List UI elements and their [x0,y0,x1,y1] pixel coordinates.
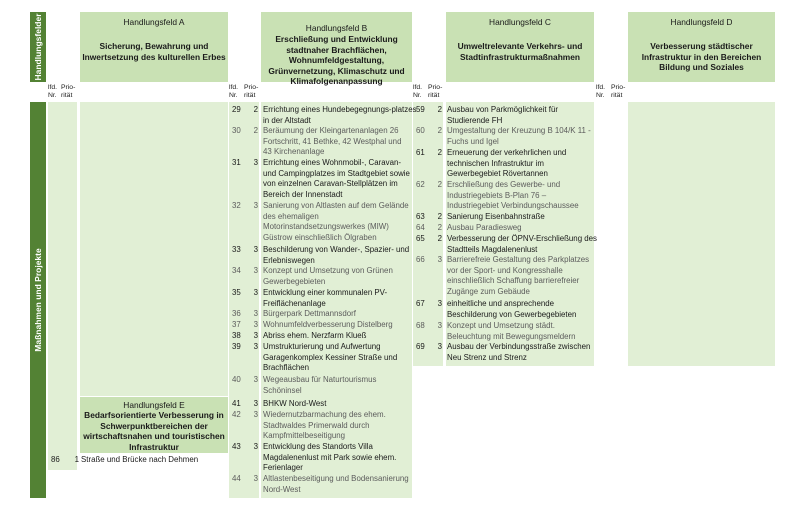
item-priority: 3 [437,255,442,264]
item-text: Sanierung von Altlasten auf dem Gelände des ehemaligen Motorinstandsetzungswerkes (MIW) Güstrow einschließlich Ölgraben [263,201,409,242]
item-priority: 3 [253,266,258,275]
item-priority: 3 [437,299,442,308]
item-text: Entwicklung des Standorts Villa Magdalenenlust mit Park sowie ehem. Ferienlager [263,442,397,472]
item-text: Altlastenbeseitigung und Bodensanierung Nord-West [263,474,409,494]
item-number: 36 [232,309,241,318]
item-number: 63 [416,212,425,221]
item-priority: 2 [437,234,442,243]
subheader-nr-a: lfd. Nr. [48,84,58,99]
item-number: 59 [416,105,425,114]
item-number: 60 [416,126,425,135]
item-text: Sanierung Eisenbahnstraße [447,212,545,221]
item-text: einheitliche und ansprechende Beschilderung von Gewerbegebieten [447,299,577,319]
item-text: Erneuerung der verkehrlichen und technischen Infrastruktur im Gewerbegebiet Rövertannen [447,148,567,178]
item-text: Straße und Brücke nach Dehmen [81,455,199,464]
handlungsfeld-d-header [628,12,775,82]
item-number: 37 [232,320,241,329]
subheader-prio-d: Prio- rität [611,84,626,99]
item-text: Beräumung der Kleingartenanlagen 26 Fortschritt, 41 Bethke, 42 Westphal und 43 Kirchenanlage [263,126,402,156]
item-priority: 1 [74,455,79,464]
item-number: 62 [416,180,425,189]
col-d-bg [628,102,775,366]
item-number: 41 [232,399,241,408]
handlungsfeld-c-header [446,12,594,82]
item-priority: 2 [437,148,442,157]
handlungsfeld-b-title: Handlungsfeld B [305,23,368,33]
item-number: 38 [232,331,241,340]
col-a-bg [80,102,228,396]
item-text: Wohnumfeldverbesserung Distelberg [263,320,393,329]
subheader-nr-c: lfd. Nr. [413,84,423,99]
row-label-massnahmen [30,102,46,498]
handlungsfeld-c-title: Handlungsfeld C [489,17,551,27]
item-priority: 2 [253,105,258,114]
item-text: Wiedernutzbarmachung des ehem. Stadtwaldes Primerwald durch Kampfmittelbeseitigung [263,410,386,440]
item-priority: 2 [437,223,442,232]
item-number: 69 [416,342,425,351]
item-priority: 3 [253,288,258,297]
handlungsfeld-c-desc: Umweltrelevante Verkehrs- und Stadtinfrastrukturmaßnahmen [457,41,583,62]
handlungsfeld-d-title: Handlungsfeld D [670,17,733,27]
item-number: 31 [232,158,241,167]
subheader-prio-a: Prio- rität [61,84,76,99]
item-number: 33 [232,245,241,254]
handlungsfeld-d-desc: Verbesserung städtischer Infrastruktur in den Bereichen Bildung und Soziales [641,41,762,72]
item-text: BHKW Nord-West [263,399,327,408]
subheader-prio-c: Prio- rität [428,84,443,99]
item-text: Entwicklung einer kommunalen PV- Freiflächenanlage [263,288,388,308]
item-text: Errichtung eines Wohnmobil-, Caravan- und Campingplatzes im Stadtgebiet sowie von einzelnen Caravan-Stellplätzen im Bereich der Innenstadt [263,158,410,199]
item-priority: 3 [253,442,258,451]
row-label-handlungsfelder [30,12,46,82]
item-text: Konzept und Umsetzung städt. Beleuchtung mit Bewegungsmeldern [447,321,576,341]
item-priority: 2 [253,126,258,135]
item-number: 29 [232,105,241,114]
item-text: Ausbau der Verbindungsstraße zwischen Neu Strenz und Strenz [447,342,591,362]
row-label-handlungsfelder-text: Handlungsfelder [33,13,43,81]
handlungsfeld-b-header [261,12,412,86]
item-text: Ausbau von Parkmöglichkeit für Studierende FH [447,105,558,125]
item-number: 67 [416,299,425,308]
handlungsfeld-a-header [80,12,228,82]
item-priority: 2 [437,180,442,189]
item-priority: 3 [253,399,258,408]
item-number: 35 [232,288,241,297]
item-number: 39 [232,342,241,351]
item-priority: 3 [437,321,442,330]
item-number: 34 [232,266,241,275]
item-number: 43 [232,442,241,451]
col-a-nr-bg [48,102,77,470]
item-number: 68 [416,321,425,330]
item-number: 86 [51,455,60,464]
item-priority: 3 [253,331,258,340]
item-text: Abriss ehem. Nerzfarm Klueß [263,331,367,340]
item-number: 32 [232,201,241,210]
item-number: 64 [416,223,425,232]
item-number: 30 [232,126,241,135]
item-priority: 3 [253,375,258,384]
item-priority: 2 [437,212,442,221]
item-priority: 2 [437,126,442,135]
item-number: 66 [416,255,425,264]
item-priority: 3 [253,245,258,254]
item-priority: 3 [253,158,258,167]
handlungsfeld-a-title: Handlungsfeld A [123,17,185,27]
subheader-nr-d: lfd. Nr. [596,84,606,99]
item-priority: 3 [253,410,258,419]
subheader-nr-b: lfd. Nr. [229,84,239,99]
item-text: Errichtung eines Hundebegegnungs-platzes in der Altstadt [263,105,417,125]
item-text: Barrierefreie Gestaltung des Parkplatzes vor der Sport- und Kongresshalle einschließlich Schaffung barrierefreier Zugänge zum Gebäude [447,255,590,296]
item-number: 42 [232,410,241,419]
item-priority: 3 [253,201,258,210]
item-text: Umstrukturierung und Aufwertung Garagenkomplex Kessiner Straße und Brachflächen [263,342,398,372]
item-priority: 3 [437,342,442,351]
item-text: Bürgerpark Dettmannsdorf [263,309,356,318]
item-text: Verbesserung der ÖPNV-Erschließung des Stadtteils Magdalenenlust [447,234,597,254]
item-priority: 3 [253,309,258,318]
item-text: Umgestaltung der Kreuzung B 104/K 11 - Fuchs und Igel [447,126,591,146]
item-number: 44 [232,474,241,483]
subheader-prio-b: Prio- rität [244,84,259,99]
item-text: Wegeausbau für Naturtourismus Schöninsel [263,375,377,395]
item-text: Erschließung des Gewerbe- und Industriegebiets B-Plan 76 – Industriegebiet Verbindungschaussee [447,180,579,210]
item-priority: 2 [437,105,442,114]
item-priority: 3 [253,342,258,351]
item-priority: 3 [253,474,258,483]
handlungsfeld-b-desc: Erschließung und Entwicklung stadtnaher Brachflächen, Wohnumfeldgestaltung, Grünvernetzung, Klimaschutz und Klimafolgenanpassung [268,34,405,86]
item-number: 40 [232,375,241,384]
item-text: Beschilderung von Wander-, Spazier- und Erlebniswegen [263,245,410,265]
item-text: Konzept und Umsetzung von Grünen Gewerbegebieten [263,266,393,286]
item-priority: 3 [253,320,258,329]
item-number: 61 [416,148,425,157]
handlungsfeld-e-title: Handlungsfeld E [123,400,185,410]
handlungsfeld-e-header [80,397,228,453]
row-label-massnahmen-text: Maßnahmen und Projekte [33,248,43,352]
item-text: Ausbau Paradiesweg [447,223,522,232]
handlungsfeld-e-desc: Bedarfsorientierte Verbesserung in Schwerpunktbereichen der wirtschaftsnahen und touristischen Infrastruktur [83,410,225,452]
handlungsfeld-a-desc: Sicherung, Bewahrung und Inwertsetzung des kulturellen Erbes [82,41,226,62]
item-number: 65 [416,234,425,243]
